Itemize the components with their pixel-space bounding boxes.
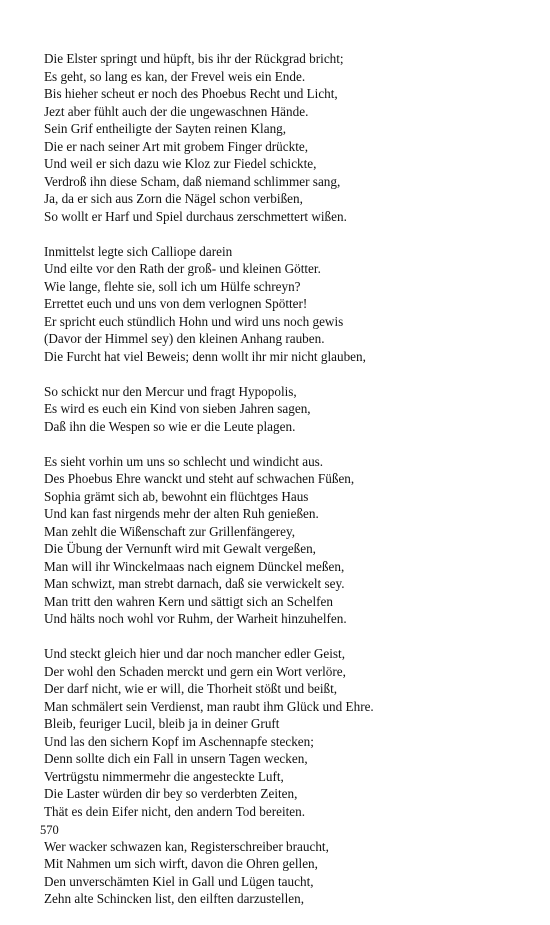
verse-line: Die Übung der Vernunft wird mit Gewalt vergeßen, [44,541,316,556]
verse-line: Errettet euch und uns von dem verlognen Spötter! [44,296,308,311]
verse-line: Es geht, so lang es kan, der Frevel weis ein Ende. [44,68,306,84]
stanza [44,243,514,366]
verse-line: Des Phoebus Ehre wanckt und steht auf schwachen Füßen, [44,471,355,486]
verse-line: Die Furcht hat viel Beweis; denn wollt ihr mir nicht glauben, [44,348,366,364]
verse-line: Und las den sichern Kopf im Aschennapfe stecken; [44,733,314,749]
verse-line: Man tritt den wahren Kern und sättigt sich an Schelfen [44,593,333,609]
verse-line: So schickt nur den Mercur und fragt Hypopolis, [44,383,297,399]
stanza [44,453,514,628]
verse-line: Ja, da er sich aus Zorn die Nägel schon verbißen, [44,191,303,206]
verse-line: Und kan fast nirgends mehr der alten Ruh genießen. [44,506,319,521]
verse-line: Die Laster würden dir bey so verderbten Zeiten, [44,786,298,801]
verse-line: Sophia grämt sich ab, bewohnt ein flüchtges Haus [44,488,309,504]
verse-line: Und weil er sich dazu wie Kloz zur Fiedel schickte, [44,156,317,171]
verse-line: Und steckt gleich hier und dar noch mancher edler Geist, [44,646,346,661]
verse-line: Den unverschämten Kiel in Gall und Lügen taucht, [44,873,314,889]
verse-line: Verdroß ihn diese Scham, daß niemand schlimmer sang, [44,173,341,189]
verse-line: Wer wacker schwazen kan, Registerschreiber braucht, [44,838,329,854]
verse-line: Mit Nahmen um sich wirft, davon die Ohren gellen, [44,856,318,871]
verse-line: (Davor der Himmel sey) den kleinen Anhang rauben. [44,331,325,346]
verse-line: Man will ihr Winckelmaas nach eignem Dünckel meßen, [44,558,345,574]
verse-line: Vertrügstu nimmermehr die angesteckte Luft, [44,768,284,784]
verse-line: So wollt er Harf und Spiel durchaus zerschmettert wißen. [44,208,347,224]
verse-line: Die er nach seiner Art mit grobem Finger drückte, [44,138,309,154]
verse-line: Der darf nicht, wie er will, die Thorheit stößt und beißt, [44,681,338,696]
verse-line: Zehn alte Schincken list, den eilften darzustellen, [44,891,304,906]
verse-line: Es sieht vorhin um uns so schlecht und windicht aus. [44,453,324,469]
stanza [44,838,514,908]
verse-line: Jezt aber fühlt auch der die ungewaschnen Hände. [44,103,309,119]
verse-line: Und eilte vor den Rath der groß- und kleinen Götter. [44,261,321,276]
verse-line: Er spricht euch stündlich Hohn und wird uns noch gewis [44,313,344,329]
verse-line: Bis hieher scheut er noch des Phoebus Recht und Licht, [44,86,338,101]
verse-line: Wie lange, flehte sie, soll ich um Hülfe schreyn? [44,278,301,294]
verse-line: Bleib, feuriger Lucil, bleib ja in deiner Gruft [44,716,280,731]
verse-line: Die Elster springt und hüpft, bis ihr der Rückgrad bricht; [44,51,344,66]
stanza [44,645,514,820]
verse-line: Sein Grif entheiligte der Sayten reinen Klang, [44,121,287,136]
verse-line: Man schmälert sein Verdienst, man raubt ihm Glück und Ehre. [44,698,374,714]
stanza [44,50,514,225]
verse-line: Denn sollte dich ein Fall in unsern Tagen wecken, [44,751,308,766]
verse-line: Inmittelst legte sich Calliope darein [44,243,233,259]
verse-line: Man schwizt, man strebt darnach, daß sie verwickelt sey. [44,576,345,591]
verse-line: Der wohl den Schaden merckt und gern ein Wort verlöre, [44,663,346,679]
verse-line: Daß ihn die Wespen so wie er die Leute plagen. [44,418,296,434]
verse-line: Es wird es euch ein Kind von sieben Jahren sagen, [44,401,311,416]
verse-line: Man zehlt die Wißenschaft zur Grillenfängerey, [44,523,296,539]
poem-text [44,50,514,925]
verse-line: Und hälts noch wohl vor Ruhm, der Warheit hinzuhelfen. [44,611,347,626]
verse-line: Thät es dein Eifer nicht, den andern Tod bereiten. [44,803,306,819]
page-number: 570 [40,823,59,837]
stanza [44,383,514,436]
